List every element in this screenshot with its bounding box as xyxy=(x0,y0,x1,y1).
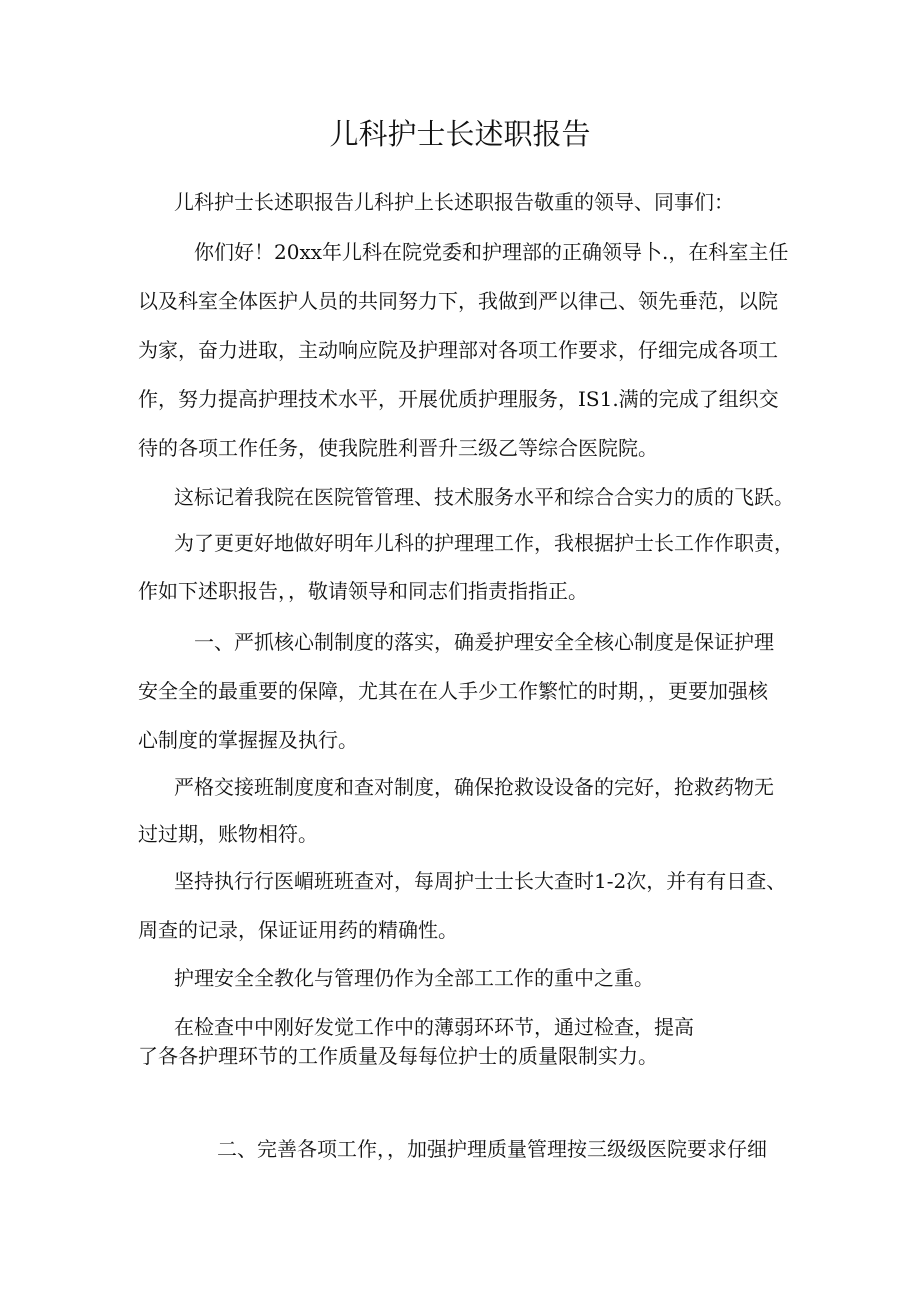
body-line-1: 儿科护士长述职报告儿科护上长述职报告敬重的领导、同事们： xyxy=(174,190,734,214)
document-title: 儿科护士长述职报告 xyxy=(329,117,591,151)
body-line-20: 二、完善各项工作，，加强护理质量管理按三级级医院要求仔细 xyxy=(217,1137,767,1161)
body-line-13: 严格交接班制度度和查对制度，确保抢救设设备的完好，抢救药物无 xyxy=(174,775,774,799)
body-line-16: 周查的记录，保证证用药的精确性。 xyxy=(138,918,458,942)
body-line-17: 护理安全全教化与管理仍作为全部工工作的重中之重。 xyxy=(174,966,654,990)
body-line-7: 这标记着我院在医院管管理、技术服务水平和综合合实力的质的飞跃。 xyxy=(174,485,794,509)
body-line-9: 作如下述职报告，，敬请领导和同志们指责指指正。 xyxy=(138,579,588,603)
body-line-2: 你们好！20xx年儿科在院党委和护理部的正确领导卜.，在科室主任 xyxy=(194,240,789,264)
body-line-5: 作，努力提高护理技术水平，开展优质护理服务，IS1.满的完成了组织交 xyxy=(138,387,779,411)
body-line-11: 安全全的最重要的保障，尤其在在人手少工作繁忙的时期，，更要加强核 xyxy=(138,679,768,703)
body-line-8: 为了更更好地做好明年儿科的护理理工作，我根据护士长工作作职责， xyxy=(174,531,794,555)
body-line-15: 坚持执行行医嵋班班查对，每周护士士长大查时1-2次，并有有日查、 xyxy=(174,869,787,893)
body-line-4: 为家，奋力进取，主动响应院及护理部对各项工作要求，仔细完成各项工 xyxy=(138,338,778,362)
body-line-3: 以及科室全体医护人员的共同努力下，我做到严以律己、领先垂范，以院 xyxy=(138,289,778,313)
body-line-6: 待的各项工作任务，使我院胜利晋升三级乙等综合医院院。 xyxy=(138,436,658,460)
body-line-19: 了各各护理环节的工作质量及每每位护士的质量限制实力。 xyxy=(138,1044,658,1068)
body-line-18: 在检查中中刚好发觉工作中的薄弱环环节，通过检查，提高 xyxy=(174,1015,694,1039)
body-line-10: 一、严抓核心制制度的落实，确爰护理安全全核心制度是保证护理 xyxy=(194,630,774,654)
body-line-14: 过过期，账物相符。 xyxy=(138,822,318,846)
body-line-12: 心制度的掌握握及执行。 xyxy=(138,728,358,752)
